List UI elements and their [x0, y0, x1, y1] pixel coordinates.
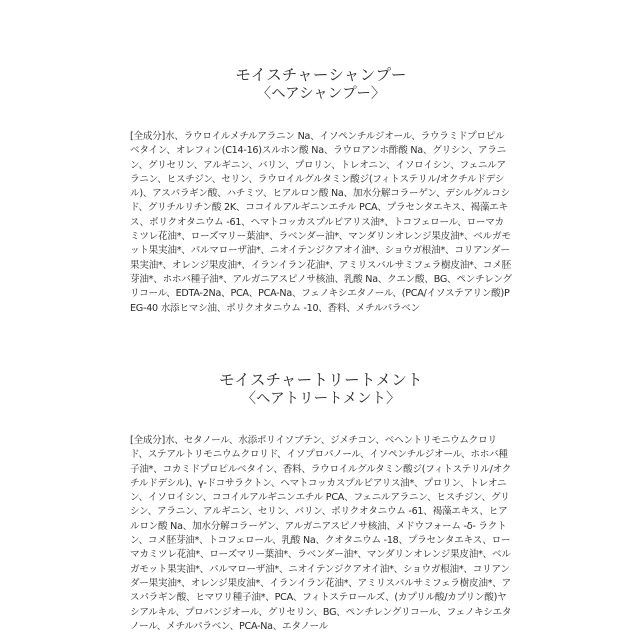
treatment-ingredients: [全成分]水、セタノール、水添ポリイソブテン、ジメチコン、ベヘントリモニウムクロリド、ステアルトリモニウムクロリド、イソプロパノール、イソペンチルジオール、ホホバ種子油*、コカミドプロピルベタイン、香料、ラウロイルグルタミン酸ジ(フィトステリル/オクチルドデシル)、γ-ドコサラクトン、ヘマトコッカスプルビアリス油*、プロリン、トレオニン、イソロイシン、ココイルアルギニンエチル PCA、フェニルアラニン、ヒスチジン、グリシン、アラニン、アルギニン、セリン、バリン、ポリクオタニウム -61、褐藻エキス、ヒアルロン酸 Na、加水分解コラーゲン、アルガニアスピノサ核油、メドウフォーム -δ- ラクトン、コメ胚芽油*、トコフェロール、乳酸 Na、クオタニウム -18、プラセンタエキス、ローマカミツレ花油*、ローズマリー葉油*、ラベンダー油*、マンダリンオレンジ果皮油*、ベルガモット果実油*、パルマローザ油*、ニオイテンジクアオイ油*、ショウガ根油*、コリアンダー果実油*、オレンジ果皮油*、イランイラン花油*、アミリスバルサミフェラ樹皮油*、アスパラギン酸、ヒマワリ種子油*、PCA、フィトステロールズ、(カプリル酸/カプリン酸)ヤシアルキル、プロパンジオール、グリセリン、BG、ペンチレングリコール、フェノキシエタノール、メチルパラベン、PCA-Na、エタノール [130, 435, 512, 632]
shampoo-section [130, 66, 512, 325]
shampoo-ingredients: [全成分]水、ラウロイルメチルアラニン Na、イソペンチルジオール、ラウラミドプロピルベタイン、オレフィン(C14-16)スルホン酸 Na、ラウロアンホ酢酸 Na、グリシン、アラニン、グリセリン、アルギニン、バリン、プロリン、トレオニン、イソロイシン、フェニルアラニン、ヒスチジン、セリン、ラウロイルグルタミン酸ジ(フィトステリル/オクチルドデシル)、アスパラギン酸、ハチミツ、ヒアルロン酸 Na、加水分解コラーゲン、デシルグルコシド、グリチルリチン酸 2K、ココイルアルギニンエチル PCA、プラセンタエキス、褐藻エキス、ポリクオタニウム -61、ヘマトコッカスプルビアリス油*、トコフェロール、ローマカミツレ花油*、ローズマリー葉油*、ラベンダー油*、マンダリンオレンジ果皮油*、ベルガモット果実油*、パルマローザ油*、ニオイテンジクアオイ油*、ショウガ根油*、コリアンダー果実油*、オレンジ果皮油*、イランイラン花油*、アミリスバルサミフェラ樹皮油*、コメ胚芽油*、ホホバ種子油*、アルガニアスピノサ核油、乳酸 Na、クエン酸、BG、ペンチレングリコール、EDTA-2Na、PCA、PCA-Na、フェノキシエタノール、(PCA/イソステアリン酸)PEG-40 水添ヒマシ油、ポリクオタニウム -10、香料、メチルパラベン [130, 131, 512, 314]
treatment-title: モイスチャートリートメント [219, 371, 423, 389]
treatment-section [130, 371, 512, 644]
treatment-subtitle: 〈ヘアトリートメント〉 [241, 391, 401, 407]
shampoo-subtitle: 〈ヘアシャンプー〉 [256, 86, 386, 102]
shampoo-title: モイスチャーシャンプー [235, 66, 407, 84]
